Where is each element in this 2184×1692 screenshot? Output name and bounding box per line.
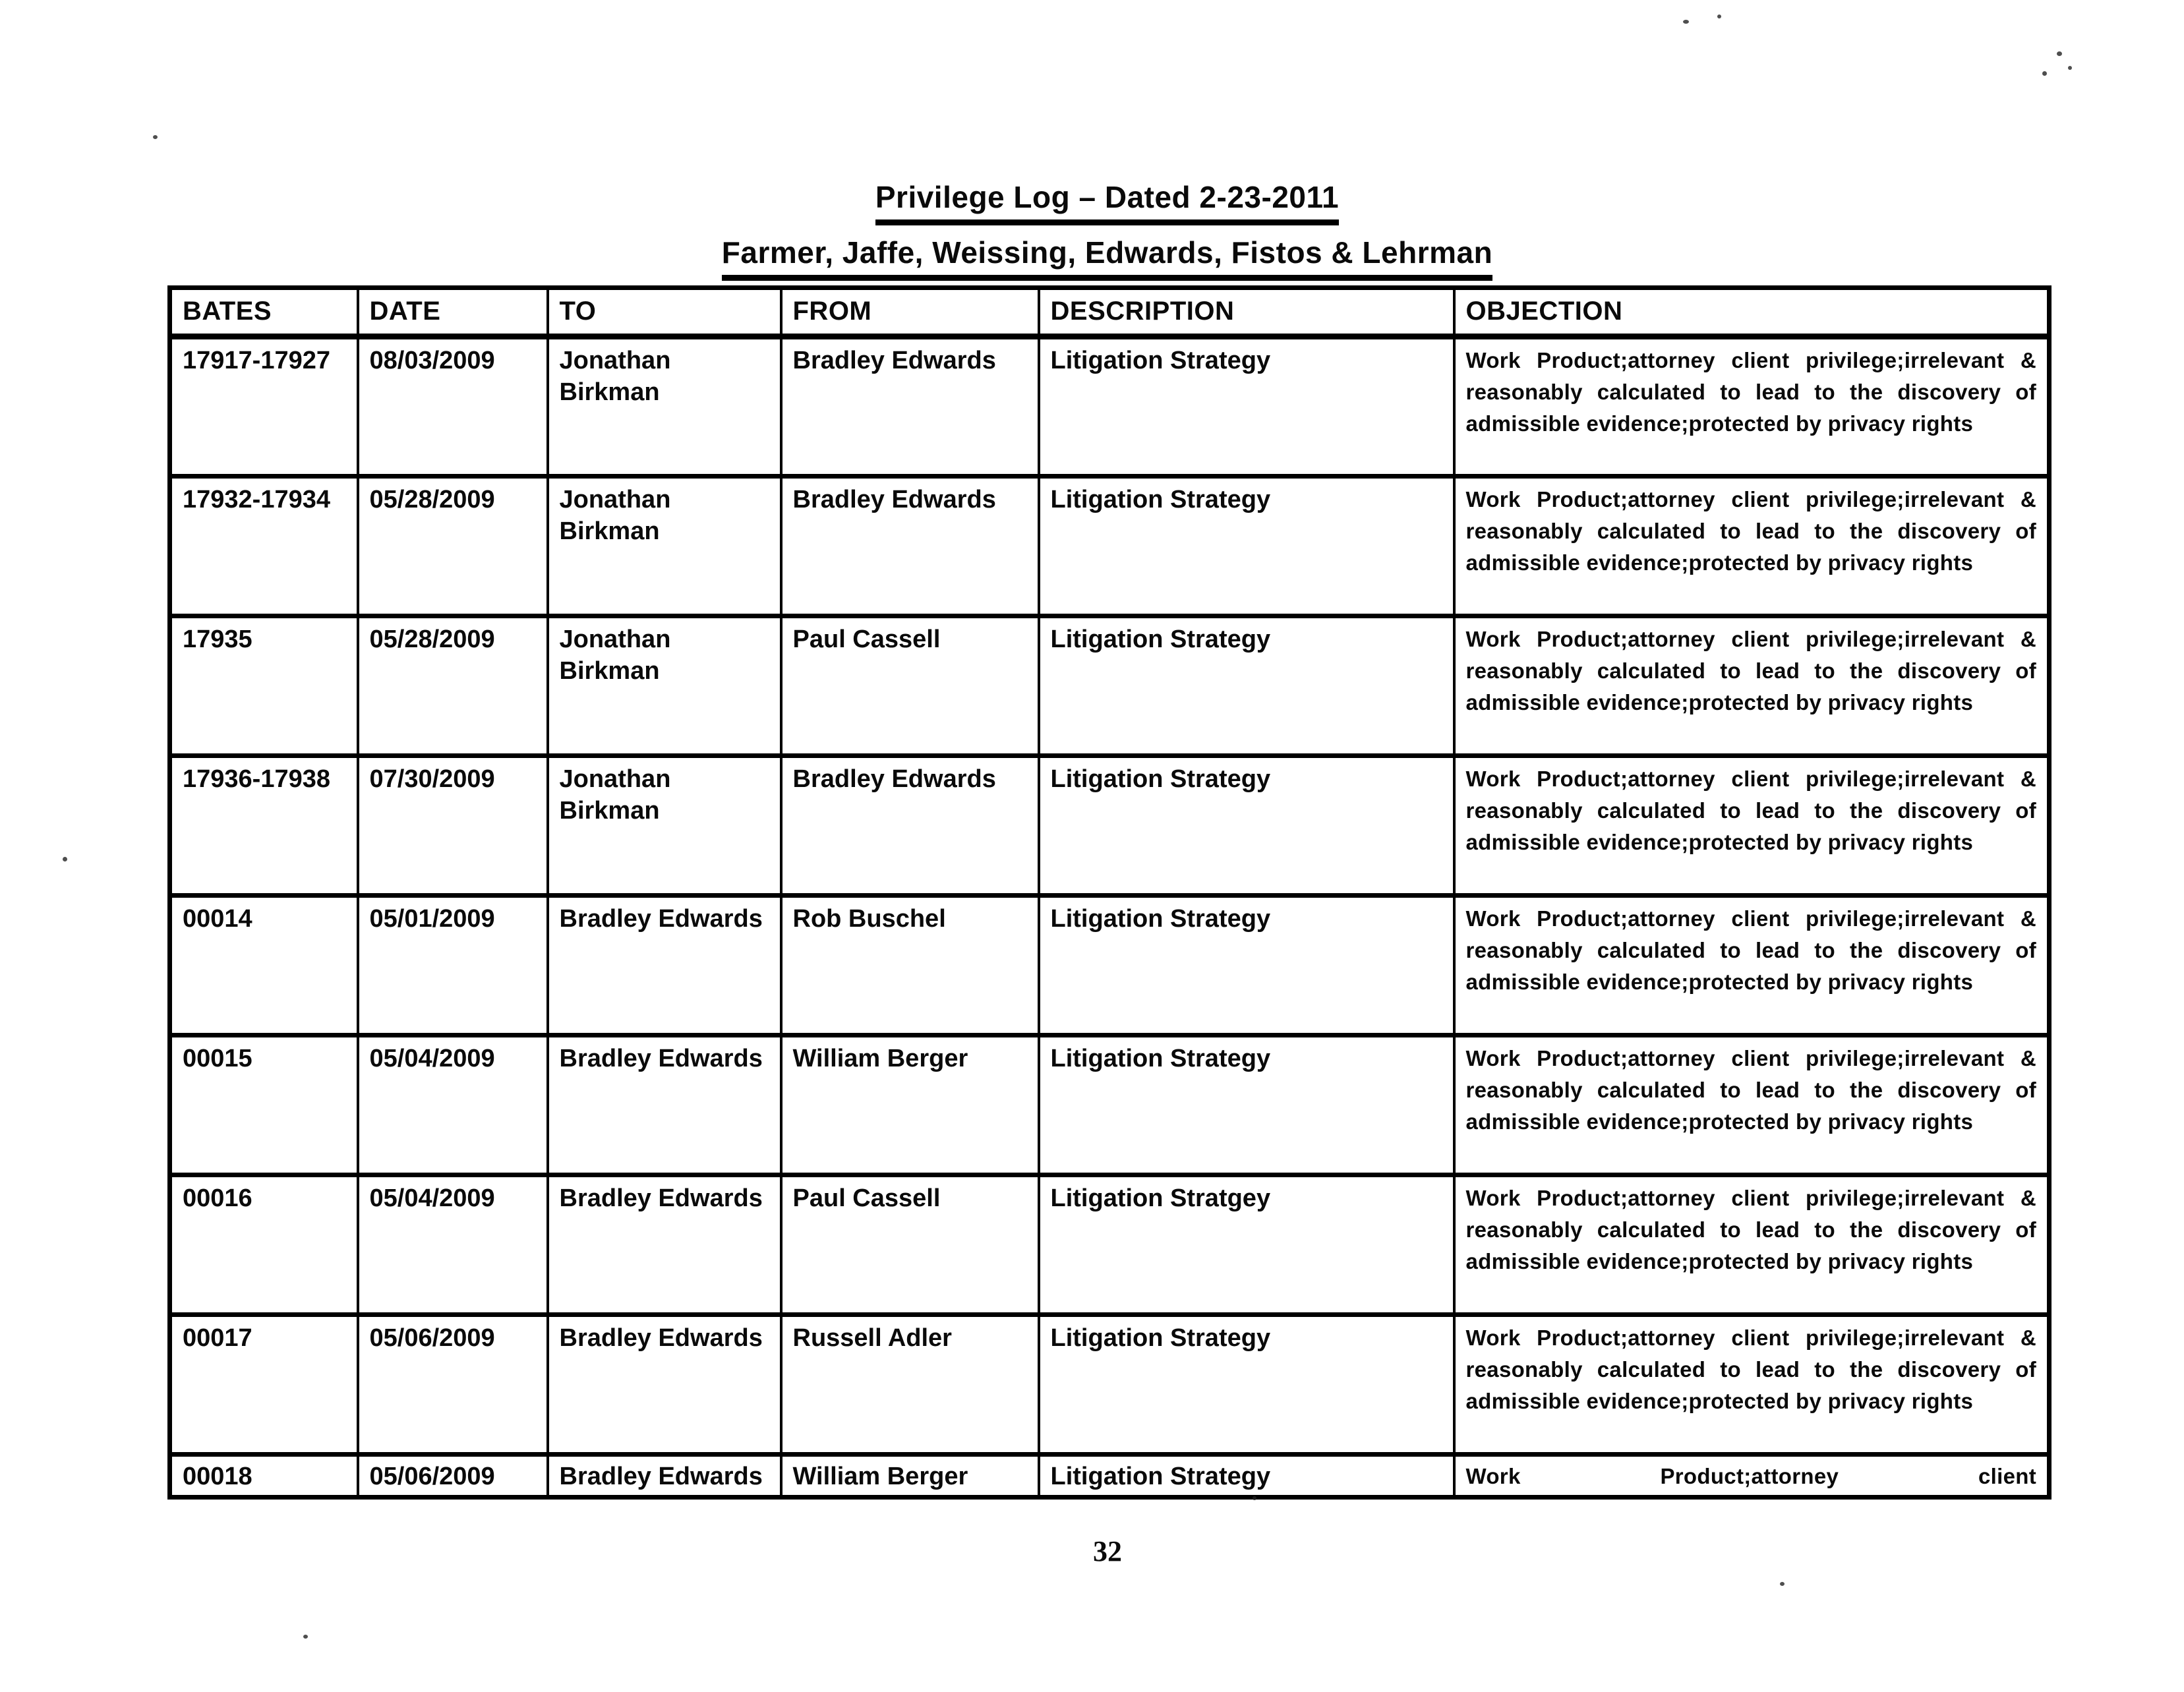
date-cell: 05/28/2009: [358, 616, 548, 756]
objection-cell: [1454, 616, 2050, 756]
bates-cell: 00018: [170, 1455, 358, 1498]
objection-text: Work Product;attorney client privilege;irrelevant & reasonably calculated to lead to the discovery of admissible evidence;protected by privacy rights: [1465, 1326, 2036, 1413]
scan-speckle: [153, 135, 158, 139]
to-cell: Jonathan Birkman: [548, 477, 781, 616]
table-row: [170, 477, 2050, 616]
date-cell: 08/03/2009: [358, 337, 548, 477]
date-cell: 07/30/2009: [358, 756, 548, 896]
bates-cell: 00015: [170, 1036, 358, 1175]
description-cell: Litigation Strategy: [1039, 756, 1454, 896]
table-row: [170, 896, 2050, 1036]
bates-cell: 17935: [170, 616, 358, 756]
from-cell: Paul Cassell: [781, 1175, 1039, 1315]
objection-cell: [1454, 896, 2050, 1036]
to-cell: Bradley Edwards: [548, 896, 781, 1036]
objection-cell: [1454, 756, 2050, 896]
description-cell: Litigation Strategy: [1039, 1315, 1454, 1455]
scan-speckle: [2057, 51, 2062, 56]
from-cell: Bradley Edwards: [781, 337, 1039, 477]
date-cell: 05/04/2009: [358, 1036, 548, 1175]
date-cell: 05/04/2009: [358, 1175, 548, 1315]
bates-cell: 00014: [170, 896, 358, 1036]
from-cell: William Berger: [781, 1036, 1039, 1175]
table-row: [170, 616, 2050, 756]
bates-cell: 00016: [170, 1175, 358, 1315]
document-subtitle: Farmer, Jaffe, Weissing, Edwards, Fistos & Lehrman: [722, 235, 1492, 281]
table-row: [170, 337, 2050, 477]
to-cell: Jonathan Birkman: [548, 756, 781, 896]
page-number: 32: [1093, 1535, 1122, 1567]
objection-cell: [1454, 1036, 2050, 1175]
to-cell: Jonathan Birkman: [548, 337, 781, 477]
description-cell: Litigation Strategy: [1039, 616, 1454, 756]
date-cell: 05/28/2009: [358, 477, 548, 616]
column-header-bates: BATES: [170, 288, 358, 337]
objection-text: Work Product;attorney client privilege;irrelevant & reasonably calculated to lead to the discovery of admissible evidence;protected by privacy rights: [1465, 767, 2036, 854]
date-cell: 05/01/2009: [358, 896, 548, 1036]
table-row: [170, 1315, 2050, 1455]
document-title-line1-wrap: [167, 179, 2047, 225]
from-cell: William Berger: [781, 1455, 1039, 1498]
objection-text: Work Product;attorney client privilege;irrelevant & reasonably calculated to lead to the discovery of admissible evidence;protected by privacy rights: [1465, 906, 2036, 994]
description-cell: Litigation Strategy: [1039, 477, 1454, 616]
to-cell: Bradley Edwards: [548, 1036, 781, 1175]
document-title-line2-wrap: [167, 235, 2047, 281]
objection-cell: [1454, 1175, 2050, 1315]
bates-cell: 17932-17934: [170, 477, 358, 616]
objection-text: Work Product;attorney client privilege;irrelevant & reasonably calculated to lead to the discovery of admissible evidence;protected by privacy rights: [1465, 487, 2036, 575]
scan-speckle: [1253, 1496, 1256, 1500]
to-cell: Bradley Edwards: [548, 1455, 781, 1498]
scan-speckle: [2068, 66, 2072, 70]
scan-speckle: [1780, 1582, 1785, 1586]
column-header-to: TO: [548, 288, 781, 337]
from-cell: Bradley Edwards: [781, 477, 1039, 616]
objection-cell: [1454, 477, 2050, 616]
from-cell: Bradley Edwards: [781, 756, 1039, 896]
document-title: Privilege Log – Dated 2-23-2011: [875, 179, 1339, 225]
objection-cell: [1454, 1315, 2050, 1455]
table-row: [170, 1175, 2050, 1315]
scan-speckle: [1717, 15, 1721, 18]
date-cell: 05/06/2009: [358, 1455, 548, 1498]
from-cell: Paul Cassell: [781, 616, 1039, 756]
description-cell: Litigation Strategy: [1039, 896, 1454, 1036]
description-cell: Litigation Strategy: [1039, 1455, 1454, 1498]
table-row-clipped: [170, 1455, 2050, 1498]
objection-text: Work Product;attorney client privilege;irrelevant & reasonably calculated to lead to the discovery of admissible evidence;protected by privacy rights: [1465, 1046, 2036, 1134]
from-cell: Russell Adler: [781, 1315, 1039, 1455]
scan-speckle: [1683, 20, 1689, 24]
column-header-objection: OBJECTION: [1454, 288, 2050, 337]
objection-cell: [1454, 337, 2050, 477]
objection-text: Work Product;attorney client: [1465, 1464, 2036, 1488]
bates-cell: 17936-17938: [170, 756, 358, 896]
column-header-from: FROM: [781, 288, 1039, 337]
objection-text: Work Product;attorney client privilege;irrelevant & reasonably calculated to lead to the discovery of admissible evidence;protected by privacy rights: [1465, 1186, 2036, 1273]
privilege-log-table: [167, 285, 2051, 1500]
scan-speckle: [2042, 71, 2047, 76]
table-header-row: [170, 288, 2050, 337]
column-header-description: DESCRIPTION: [1039, 288, 1454, 337]
to-cell: Bradley Edwards: [548, 1175, 781, 1315]
bates-cell: 17917-17927: [170, 337, 358, 477]
to-cell: Bradley Edwards: [548, 1315, 781, 1455]
from-cell: Rob Buschel: [781, 896, 1039, 1036]
column-header-date: DATE: [358, 288, 548, 337]
objection-text: Work Product;attorney client privilege;irrelevant & reasonably calculated to lead to the discovery of admissible evidence;protected by privacy rights: [1465, 627, 2036, 715]
table-row: [170, 1036, 2050, 1175]
scan-speckle: [63, 857, 67, 861]
description-cell: Litigation Strategy: [1039, 337, 1454, 477]
description-cell: Litigation Stratgey: [1039, 1175, 1454, 1315]
scan-speckle: [303, 1635, 308, 1639]
table-row: [170, 756, 2050, 896]
date-cell: 05/06/2009: [358, 1315, 548, 1455]
to-cell: Jonathan Birkman: [548, 616, 781, 756]
document-title-block: [167, 179, 2047, 290]
objection-cell: [1454, 1455, 2050, 1498]
objection-text: Work Product;attorney client privilege;irrelevant & reasonably calculated to lead to the discovery of admissible evidence;protected by privacy rights: [1465, 348, 2036, 436]
bates-cell: 00017: [170, 1315, 358, 1455]
description-cell: Litigation Strategy: [1039, 1036, 1454, 1175]
